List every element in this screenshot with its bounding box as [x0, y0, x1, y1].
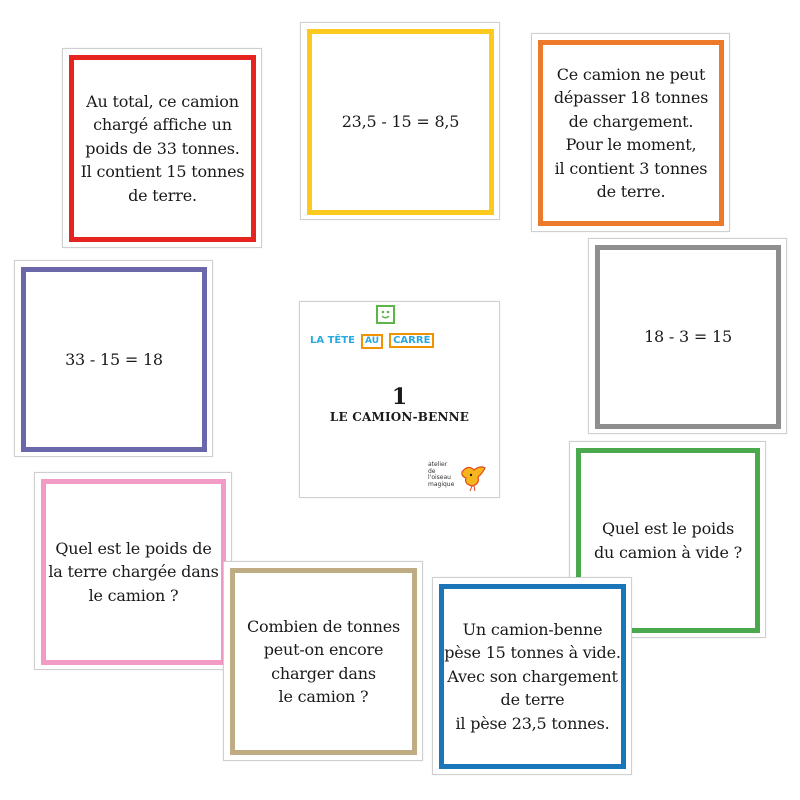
- title-card: [299, 301, 500, 498]
- atelier-text: atelier de l'oiseau magique: [428, 461, 455, 488]
- smiley-square-icon: [376, 305, 396, 325]
- card-red: [62, 48, 262, 248]
- logo-text-au: AU: [361, 334, 383, 349]
- card-yellow: [300, 22, 500, 220]
- card-orange: [531, 33, 730, 232]
- game-title: LE CAMION-BENNE: [329, 410, 470, 424]
- card-pink-frame: [41, 479, 226, 665]
- logo-text-left: LA TÊTE: [310, 335, 355, 346]
- card-gray-frame: [595, 245, 781, 429]
- card-yellow-frame: [307, 29, 494, 215]
- card-purple-text: 33 - 15 = 18: [65, 349, 163, 369]
- card-blue-text: Un camion-benne pèse 15 tonnes à vide. Avec son chargement de terre il pèse 23,5 tonnes.: [444, 619, 621, 733]
- card-yellow-text: 23,5 - 15 = 8,5: [341, 112, 460, 132]
- card-pink: [34, 472, 232, 670]
- logo-text-right: CARRÉ: [389, 333, 434, 348]
- card-purple-frame: [21, 267, 207, 452]
- card-tan: [223, 561, 423, 761]
- bird-icon: [458, 462, 488, 492]
- card-red-text: Au total, ce camion chargé affiche un poids de 33 tonnes. Il contient 15 tonnes de terre.: [80, 91, 245, 205]
- card-pink-text: Quel est le poids de la terre chargée dans le camion ?: [48, 538, 219, 605]
- card-purple: [14, 260, 213, 457]
- card-tan-frame: [230, 568, 417, 755]
- card-gray: [588, 238, 787, 434]
- card-orange-text: Ce camion ne peut dépasser 18 tonnes de chargement. Pour le moment, il contient 3 tonnes de terre.: [553, 64, 709, 201]
- card-red-frame: [69, 55, 256, 242]
- card-blue-frame: [439, 584, 626, 769]
- card-orange-frame: [538, 40, 724, 226]
- game-number: 1: [391, 384, 408, 410]
- card-gray-text: 18 - 3 = 15: [644, 327, 732, 347]
- la-tete-au-carre-logo: [310, 314, 431, 346]
- card-green-text: Quel est le poids du camion à vide ?: [593, 519, 742, 562]
- card-blue: [432, 577, 632, 775]
- card-tan-text: Combien de tonnes peut-on encore charger dans le camion ?: [246, 616, 400, 706]
